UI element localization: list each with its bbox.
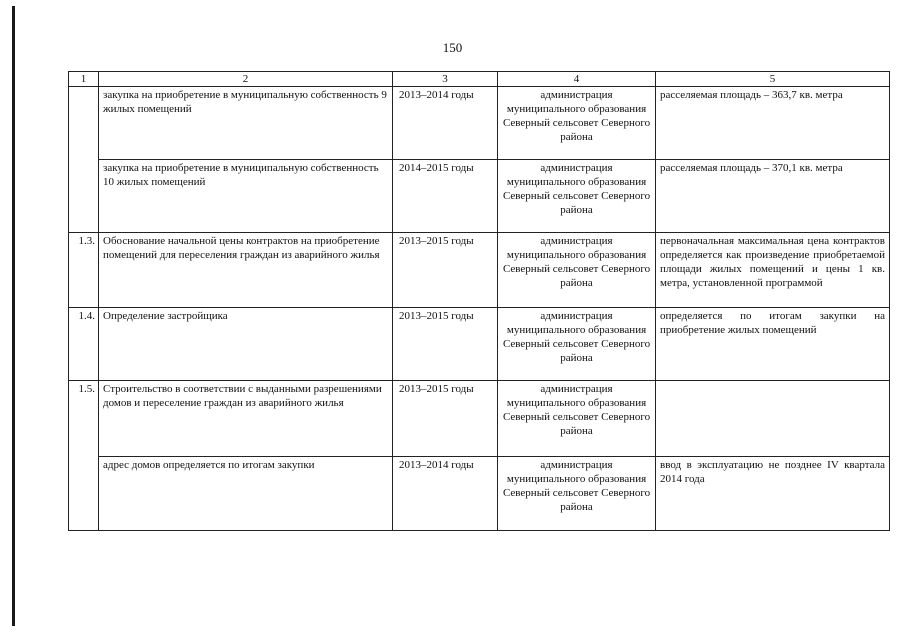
row-number (69, 457, 99, 531)
column-header-1: 1 (69, 72, 99, 87)
activity-result: расселяемая площадь – 363,7 кв. метра (656, 87, 890, 160)
table-row (69, 381, 890, 457)
column-header-2: 2 (99, 72, 393, 87)
activity-period: 2013–2015 годы (393, 381, 498, 457)
activity-executor: администрация муниципального образования Северный сельсовет Северного района (498, 233, 656, 308)
activity-period: 2013–2014 годы (393, 87, 498, 160)
activity-result: ввод в эксплуатацию не позднее IV квартала 2014 года (656, 457, 890, 531)
column-header-3: 3 (393, 72, 498, 87)
activity-executor: администрация муниципального образования Северный сельсовет Северного района (498, 457, 656, 531)
activity-name: адрес домов определяется по итогам закупки (99, 457, 393, 531)
table-row (69, 308, 890, 381)
binding-margin-line (12, 6, 15, 626)
table-row (69, 457, 890, 531)
row-number: 1.3. (69, 233, 99, 308)
table-row (69, 160, 890, 233)
column-header-5: 5 (656, 72, 890, 87)
page-number: 150 (442, 40, 463, 55)
row-number: 1.5. (69, 381, 99, 457)
activity-period: 2013–2015 годы (393, 308, 498, 381)
activity-period: 2013–2015 годы (393, 233, 498, 308)
activity-period: 2013–2014 годы (393, 457, 498, 531)
activity-result: расселяемая площадь – 370,1 кв. метра (656, 160, 890, 233)
activity-name: Определение застройщика (99, 308, 393, 381)
column-header-4: 4 (498, 72, 656, 87)
activity-executor: администрация муниципального образования Северный сельсовет Северного района (498, 308, 656, 381)
activity-name: Обоснование начальной цены контрактов на приобретение помещений для переселения граждан из аварийного жилья (99, 233, 393, 308)
activity-name: Строительство в соответствии с выданными разрешениями домов и переселение граждан из аварийного жилья (99, 381, 393, 457)
activity-period: 2014–2015 годы (393, 160, 498, 233)
program-activities-table (68, 71, 890, 531)
activity-name: закупка на приобретение в муниципальную собственность 9 жилых помещений (99, 87, 393, 160)
activity-executor: администрация муниципального образования Северный сельсовет Северного района (498, 160, 656, 233)
activity-result: определяется по итогам закупки на приобретение жилых помещений (656, 308, 890, 381)
activity-executor: администрация муниципального образования Северный сельсовет Северного района (498, 381, 656, 457)
activity-name: закупка на приобретение в муниципальную собственность 10 жилых помещений (99, 160, 393, 233)
table-header-row (69, 72, 890, 87)
row-number (69, 160, 99, 233)
activity-result (656, 381, 890, 457)
table-row (69, 87, 890, 160)
row-number (69, 87, 99, 160)
activity-result: первоначальная максимальная цена контрактов определяется как произведение приобретаемой площади жилых помещений и цены 1 кв. метра, установленной программой (656, 233, 890, 308)
activity-executor: администрация муниципального образования Северный сельсовет Северного района (498, 87, 656, 160)
table-row (69, 233, 890, 308)
row-number: 1.4. (69, 308, 99, 381)
